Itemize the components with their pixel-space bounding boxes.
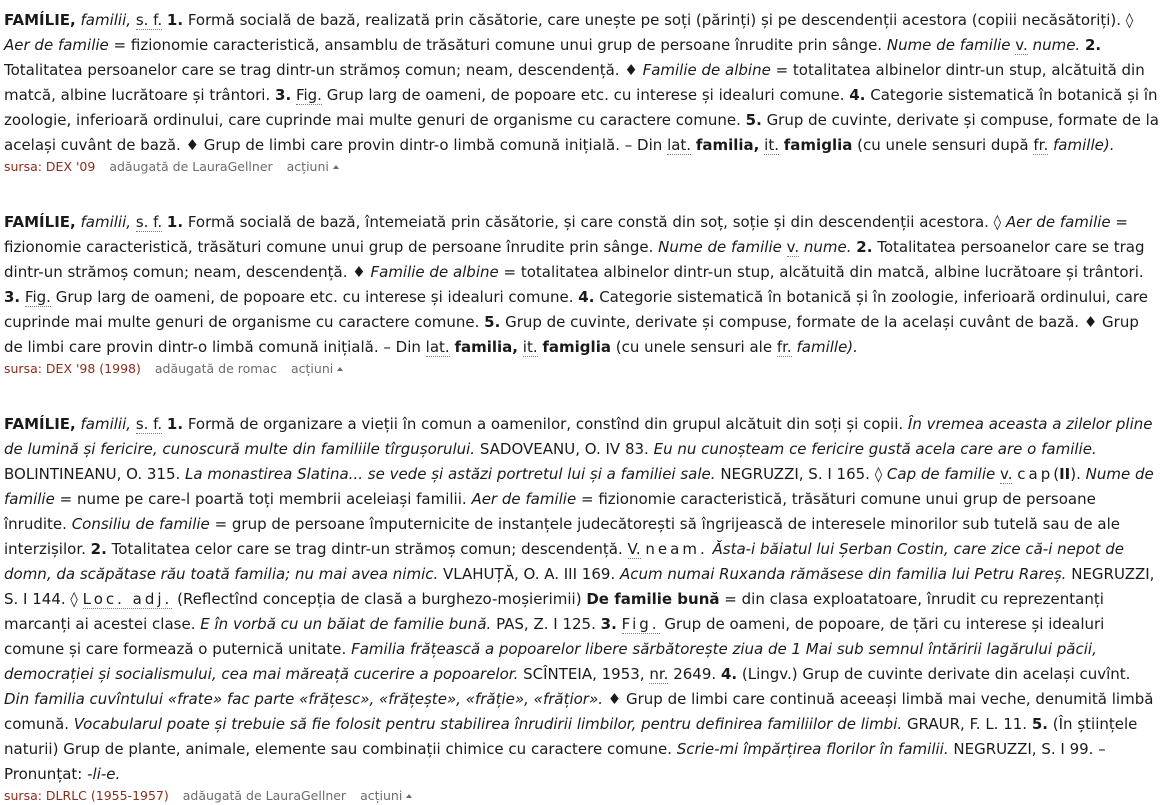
sense-text: = fizionomie caracteristică, trăsături comune unui grup de persoane înrudite prin sânge. (4, 213, 1128, 256)
sense-text: (cu unele sensuri ale (615, 338, 773, 356)
example-quote: Scrie-mi împărțirea florilor în familii. (676, 740, 949, 758)
cross-reference: nume. (1032, 36, 1081, 54)
sense-text: = din clasa exploatatoare, înrudit cu reprezentanți marcanți ai acestei clase. (4, 590, 1104, 633)
actions-toggle[interactable] (291, 361, 343, 376)
definition-footer (4, 158, 1160, 176)
author-link[interactable]: adăugată de LauraGellner (182, 788, 347, 803)
citation: BOLINTINEANU, O. 315. (4, 465, 181, 483)
definition-text (4, 412, 1160, 787)
phrase: Nume de familie (4, 465, 1154, 508)
sense-number: 4. (849, 86, 866, 104)
abbrev: v. (1000, 465, 1013, 483)
etymon: familia, (454, 338, 518, 356)
pos-abbrev: s. f. (135, 415, 163, 433)
sense-number: 5. (484, 313, 501, 331)
sense-text: Grup de oameni, de popoare, de țări cu interese și idealuri comune și care formează o puternică unitate. (4, 615, 1105, 658)
abbrev: fr. (776, 338, 792, 356)
sense-text: = fizionomie caracteristică, ansamblu de trăsături comune unui grup de persoane înrudite prin sânge. (113, 36, 883, 54)
abbrev: Fig. (621, 615, 660, 633)
example-quote: Eu nu cunoșteam ce fericire gustă acela care are o familie. (653, 440, 1097, 458)
cross-reference: cap (1017, 465, 1054, 483)
headword: FAMÍLIE, (4, 213, 76, 231)
sense-text: Totalitatea persoanelor care se trag dintr-un strămoș comun; neam, descendență. ♦ (4, 61, 638, 79)
sense-text: Grup de cuvinte, derivate și compuse, formate de la același cuvânt de bază. ♦ Grup de limbi care provin dintr-o limbă comună inițială. – Din (4, 313, 1139, 356)
abbrev: v. (1015, 36, 1028, 54)
headword: FAMÍLIE, (4, 11, 76, 29)
headword: FAMÍLIE, (4, 415, 76, 433)
etymon: famille). (1053, 136, 1115, 154)
sense-number: 2. (856, 238, 873, 256)
etymon: famille). (796, 338, 858, 356)
abbrev: v. (786, 238, 800, 256)
sense-number: 2. (90, 540, 107, 558)
phrase: Nume de familie (886, 36, 1011, 54)
citation: NEGRUZZI, S. I 144. ◊ (4, 565, 1155, 608)
plural-form: familii, (80, 415, 132, 433)
phrase: Aer de familie (4, 36, 109, 54)
abbrev: nr. (649, 665, 669, 683)
actions-label: acțiuni (290, 361, 334, 376)
actions-toggle[interactable] (360, 788, 412, 803)
abbrev: fr. (1033, 136, 1049, 154)
example-quote: E în vorbă cu un băiat de familie bună. (200, 615, 492, 633)
abbrev: it. (764, 136, 779, 154)
sense-text: ). (1070, 465, 1081, 483)
example-quote: La monastirea Slatina... se vede și astăzi portretul lui și a familiei sale. (185, 465, 716, 483)
phrase: De familie bună (586, 590, 720, 608)
actions-toggle[interactable] (287, 159, 339, 174)
definition-footer (4, 360, 1160, 378)
etymon: famiglia (783, 136, 853, 154)
pronunciation: -li-e. (87, 765, 121, 783)
sense-number: 1. (166, 213, 184, 231)
caret-up-icon (337, 367, 343, 371)
sense-text: = grup de persoane împuternicite de instanțele judecătorești să îngrijească de interesele minorilor sub tutelă sau de ale interzișilor. (4, 515, 1120, 558)
citation: NEGRUZZI, S. I 165. ◊ (720, 465, 883, 483)
sense-number: 3. (4, 288, 21, 306)
example-quote: Din familia cuvîntului «frate» fac parte «frățesc», «frățește», «frăție», «frățior». (4, 690, 603, 708)
abbrev: V. (627, 540, 641, 558)
example-quote: Vocabularul poate și trebuie să fie folosit pentru stabilirea înrudirii limbilor, pentru definirea familiilor de limbi. (73, 715, 903, 733)
definition-text (4, 210, 1160, 360)
citation: VLAHUȚĂ, O. A. III 169. (443, 565, 616, 583)
etymon: famiglia (542, 338, 611, 356)
pos-abbrev: s. f. (135, 11, 163, 29)
citation: SCÎNTEIA, 1953, (523, 665, 645, 683)
phrase: Cap de familie (886, 465, 996, 483)
citation: SADOVEANU, O. IV 83. (479, 440, 649, 458)
sense-text: ( (1053, 465, 1060, 483)
phrase: Aer de familie (471, 490, 577, 508)
abbrev: lat. (425, 338, 450, 356)
phrase: Familie de albine (642, 61, 771, 79)
author-link[interactable]: adăugată de romac (154, 361, 277, 376)
actions-label: acțiuni (286, 159, 329, 174)
sense-text: (Lingv.) Grup de cuvinte derivate din același cuvînt. (741, 665, 1131, 683)
plural-form: familii, (80, 11, 132, 29)
actions-label: acțiuni (360, 788, 403, 803)
sense-text: (cu unele sensuri după (857, 136, 1029, 154)
example-quote: Ăsta-i băiatul lui Șerban Costin, care zice că-i nepot de domn, da scăpătase rău toată familia; nu mai avea nimic. (4, 540, 1124, 583)
cross-reference: nume. (803, 238, 852, 256)
sense-text: = nume pe care-l poartă toți membrii aceleiași familii. (59, 490, 467, 508)
pos-abbrev: s. f. (135, 213, 163, 231)
sense-text: Grup de cuvinte, derivate și compuse, formate de la același cuvânt de bază. ♦ Grup de limbi care provin dintr-o limbă comună inițială. – Din (4, 111, 1159, 154)
abbrev: Fig. (24, 288, 51, 306)
citation: GRAUR, F. L. 11. (906, 715, 1028, 733)
sense-text: Totalitatea celor care se trag dintr-un strămoș comun; descendență. (111, 540, 623, 558)
source-link[interactable]: sursa: DLRLC (1955-1957) (4, 788, 169, 803)
sense-text: = fizionomie caracteristică, trăsături comune unui grup de persoane înrudite. (4, 490, 1096, 533)
source-link[interactable]: sursa: DEX '98 (1998) (4, 361, 141, 376)
cross-reference: neam. (645, 540, 708, 558)
abbrev: Loc. adj. (82, 590, 173, 608)
author-link[interactable]: adăugată de LauraGellner (109, 159, 273, 174)
example-quote: Familia frățească a popoarelor libere sărbătorește ziua de 1 Mai sub semnul întăririi lagărului păcii, democrației și socialismului, cea mai măreață cucerire a popoarelor. (4, 640, 1097, 683)
citation: 2649. (673, 665, 717, 683)
sense-number: 1. (166, 415, 184, 433)
abbrev: Fig. (295, 86, 322, 104)
sense-text: Categorie sistematică în botanică și în zoologie, inferioară ordinului, care cuprinde mai multe genuri de organisme cu caractere comune. (4, 288, 1148, 331)
citation: PAS, Z. I 125. (496, 615, 596, 633)
sense-text: (Reflectînd concepția de clasă a burghezo-moșierimii) (177, 590, 582, 608)
sense-text: Formă socială de bază, realizată prin căsătorie, care unește pe soți (părinți) și pe descendenții acestora (copiii necăsătoriți). ◊ (187, 11, 1134, 29)
phrase: Aer de familie (1005, 213, 1111, 231)
sense-text: Grup larg de oameni, de popoare etc. cu interese și idealuri comune. (326, 86, 845, 104)
example-quote: În vremea aceasta a zilelor pline de lumină și fericire, cunoscură multe din familiile tîrgușorului. (4, 415, 1153, 458)
sense-text: = totalitatea albinelor dintr-un stup, alcătuită din matcă, albine lucrătoare și trântori. (4, 61, 1145, 104)
example-quote: Acum numai Ruxanda rămăsese din familia lui Petru Rareș. (619, 565, 1067, 583)
sense-text: Formă socială de bază, întemeiată prin căsătorie, și care constă din soț, soție și din descendenții acestora. ◊ (187, 213, 1002, 231)
sense-text: Totalitatea persoanelor care se trag dintr-un strămoș comun; neam, descendență. ♦ (4, 238, 1145, 281)
citation: NEGRUZZI, S. I 99. – Pronunțat: (4, 740, 1106, 783)
phrase: Nume de familie (658, 238, 782, 256)
abbrev: it. (522, 338, 538, 356)
sense-text: Categorie sistematică în botanică și în zoologie, inferioară ordinului, care cuprinde mai multe genuri de organisme cu caractere comune. (4, 86, 1158, 129)
definition-text (4, 8, 1160, 158)
plural-form: familii, (80, 213, 132, 231)
phrase: Consiliu de familie (71, 515, 210, 533)
sense-number: 5. (745, 111, 762, 129)
phrase: Familie de albine (370, 263, 499, 281)
abbrev: lat. (667, 136, 692, 154)
sense-text: = totalitatea albinelor dintr-un stup, alcătuită din matcă, albine lucrătoare și trântori. (503, 263, 1144, 281)
definition-footer (4, 787, 1160, 805)
sense-text: (În științele naturii) Grup de plante, animale, elemente sau combinații chimice cu caractere comune. (4, 715, 1138, 758)
sense-number: 3. (600, 615, 617, 633)
caret-up-icon (333, 165, 339, 169)
sense-text: Grup larg de oameni, de popoare etc. cu interese și idealuri comune. (55, 288, 574, 306)
sense-text: Formă de organizare a vieții în comun a oamenilor, constînd din grupul alcătuit din soți și copii. (187, 415, 904, 433)
sense-number: 2. (1084, 36, 1102, 54)
etymon: familia, (695, 136, 760, 154)
sense-number: 4. (720, 665, 738, 683)
source-link[interactable]: sursa: DEX '09 (4, 159, 96, 174)
sense-number: 3. (275, 86, 292, 104)
sense-number: 4. (578, 288, 595, 306)
caret-up-icon (406, 794, 412, 798)
sense-text: ♦ Grup de limbi care continuă aceeași limbă mai veche, denumită limbă comună. (4, 690, 1154, 733)
sense-number: II (1059, 465, 1071, 483)
sense-number: 1. (166, 11, 184, 29)
sense-number: 5. (1031, 715, 1048, 733)
